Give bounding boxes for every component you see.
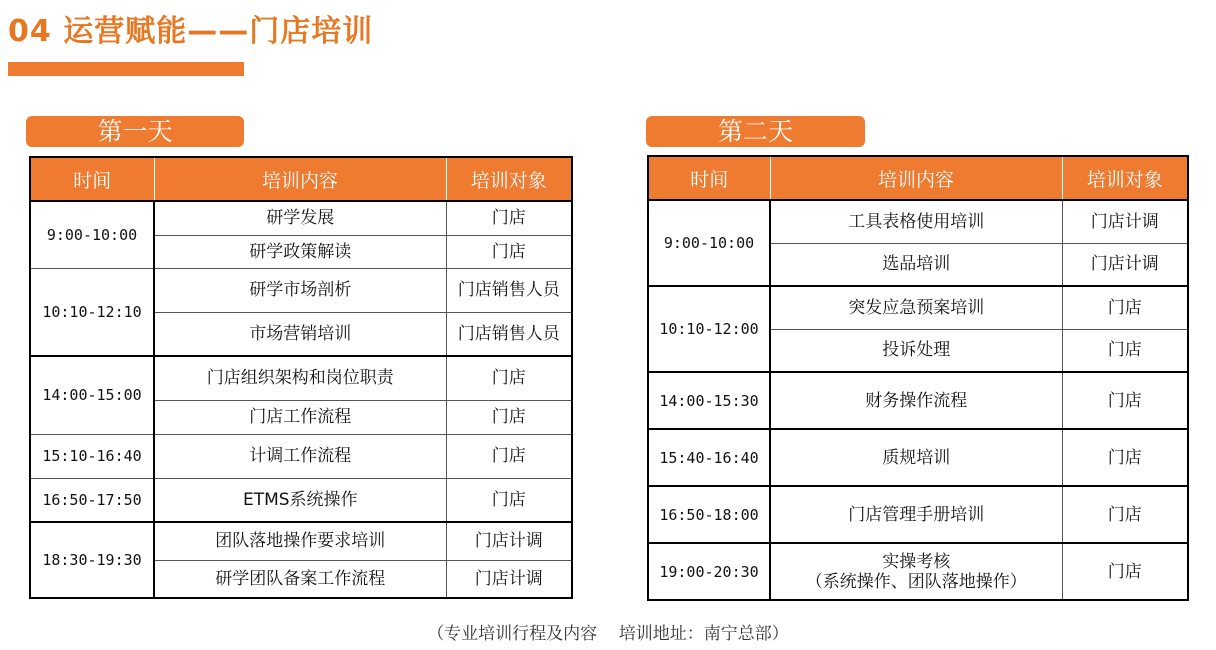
title-underline-bar	[8, 62, 244, 76]
header-content: 培训内容	[154, 157, 446, 201]
content-cell: 质规培训	[770, 429, 1062, 486]
table-row	[648, 372, 1188, 429]
time-cell: 14:00-15:30	[648, 372, 770, 429]
table-row	[648, 543, 1188, 600]
time-cell: 9:00-10:00	[30, 201, 154, 268]
time-cell: 10:10-12:10	[30, 268, 154, 356]
header-target: 培训对象	[446, 157, 572, 201]
header-target: 培训对象	[1062, 156, 1188, 200]
target-cell: 门店销售人员	[446, 268, 572, 312]
table-header-row	[648, 156, 1188, 200]
content-cell: 门店工作流程	[154, 400, 446, 434]
content-cell: 工具表格使用培训	[770, 200, 1062, 243]
table-row	[30, 522, 572, 560]
target-cell: 门店计调	[1062, 200, 1188, 243]
table-row	[648, 486, 1188, 543]
content-cell: 选品培训	[770, 243, 1062, 286]
target-cell: 门店	[446, 235, 572, 268]
target-cell: 门店	[1062, 372, 1188, 429]
page-title: 04 运营赋能——门店培训	[8, 14, 374, 49]
table-row	[30, 268, 572, 312]
table-body	[30, 201, 572, 598]
content-cell: 研学发展	[154, 201, 446, 235]
time-cell: 16:50-18:00	[648, 486, 770, 543]
time-cell: 9:00-10:00	[648, 200, 770, 286]
target-cell: 门店	[446, 201, 572, 235]
target-cell: 门店	[1062, 286, 1188, 329]
time-cell: 16:50-17:50	[30, 478, 154, 522]
target-cell: 门店计调	[446, 522, 572, 560]
target-cell: 门店	[446, 434, 572, 478]
table-row	[648, 429, 1188, 486]
content-cell: 研学政策解读	[154, 235, 446, 268]
target-cell: 门店	[1062, 486, 1188, 543]
content-cell: 市场营销培训	[154, 312, 446, 356]
header-content: 培训内容	[770, 156, 1062, 200]
footer-note: （专业培训行程及内容 培训地址：南宁总部）	[427, 624, 789, 644]
content-cell: 门店组织架构和岗位职责	[154, 356, 446, 400]
content-cell: 门店管理手册培训	[770, 486, 1062, 543]
content-cell: 研学团队备案工作流程	[154, 560, 446, 598]
target-cell: 门店计调	[1062, 243, 1188, 286]
time-cell: 15:40-16:40	[648, 429, 770, 486]
time-cell: 19:00-20:30	[648, 543, 770, 600]
target-cell: 门店计调	[446, 560, 572, 598]
day1-label: 第一天	[26, 116, 244, 147]
header-time: 时间	[648, 156, 770, 200]
target-cell: 门店	[1062, 329, 1188, 372]
time-cell: 14:00-15:00	[30, 356, 154, 434]
table-body	[648, 200, 1188, 600]
content-cell: 实操考核 （系统操作、团队落地操作）	[770, 543, 1062, 600]
table-row	[648, 200, 1188, 243]
table-row	[30, 356, 572, 400]
content-cell: 财务操作流程	[770, 372, 1062, 429]
day2-label: 第二天	[646, 116, 865, 147]
target-cell: 门店销售人员	[446, 312, 572, 356]
content-cell: 突发应急预案培训	[770, 286, 1062, 329]
target-cell: 门店	[446, 478, 572, 522]
content-cell: 计调工作流程	[154, 434, 446, 478]
table-row	[30, 201, 572, 235]
header-time: 时间	[30, 157, 154, 201]
table-row	[648, 286, 1188, 329]
content-cell: ETMS系统操作	[154, 478, 446, 522]
target-cell: 门店	[446, 400, 572, 434]
content-cell: 研学市场剖析	[154, 268, 446, 312]
content-cell: 团队落地操作要求培训	[154, 522, 446, 560]
time-cell: 18:30-19:30	[30, 522, 154, 598]
table-row	[30, 478, 572, 522]
time-cell: 10:10-12:00	[648, 286, 770, 372]
day2-schedule-table	[647, 155, 1189, 601]
target-cell: 门店	[1062, 429, 1188, 486]
day1-schedule-table	[29, 156, 573, 599]
table-header-row	[30, 157, 572, 201]
target-cell: 门店	[1062, 543, 1188, 600]
time-cell: 15:10-16:40	[30, 434, 154, 478]
table-row	[30, 434, 572, 478]
target-cell: 门店	[446, 356, 572, 400]
content-cell: 投诉处理	[770, 329, 1062, 372]
